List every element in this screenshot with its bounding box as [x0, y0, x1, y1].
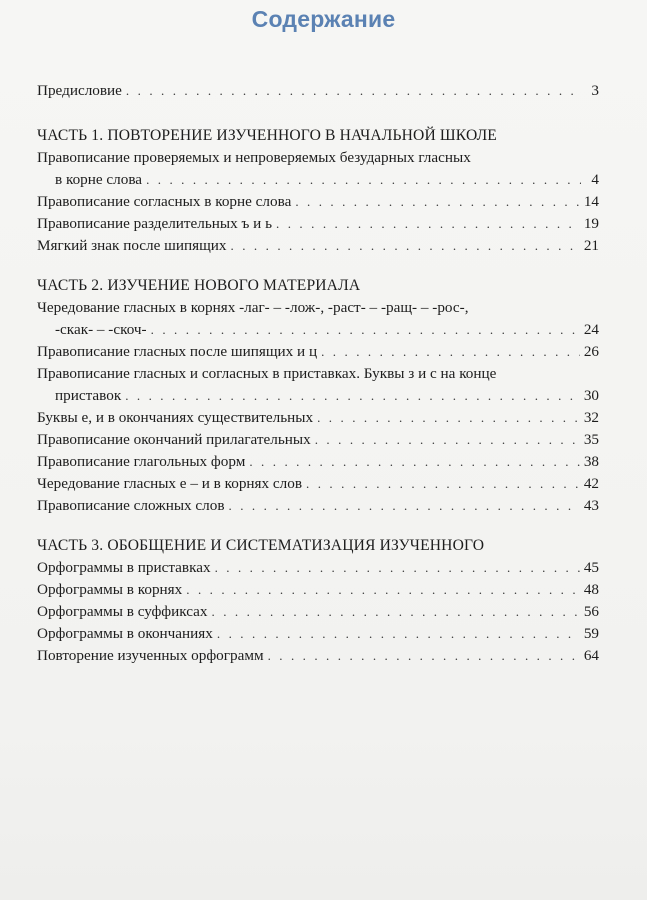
toc-entry[interactable]	[37, 429, 599, 451]
dot-leader	[306, 473, 580, 495]
toc-entry[interactable]	[37, 557, 599, 579]
toc-page-number: 26	[583, 343, 599, 360]
toc-entry[interactable]	[37, 407, 599, 429]
toc-page-number: 3	[591, 82, 599, 99]
toc-entry-label: в корне слова	[55, 171, 143, 188]
dot-leader	[317, 407, 580, 429]
toc-page-number: 48	[583, 581, 599, 598]
toc-entry-label-line1: Чередование гласных в корнях -лаг- – -лож-, -раст- – -ращ- – -рос-,	[37, 299, 469, 316]
toc-entry[interactable]	[37, 363, 599, 407]
toc-entry-label: Правописание глагольных форм	[37, 453, 246, 470]
dot-leader	[295, 191, 580, 213]
dot-leader	[315, 429, 580, 451]
toc-entry-label: Правописание разделительных ъ и ь	[37, 215, 273, 232]
dot-leader	[186, 579, 580, 601]
toc-entry[interactable]	[37, 601, 599, 623]
dot-leader	[321, 341, 580, 363]
toc-entry-label: Орфограммы в приставках	[37, 559, 211, 576]
dot-leader	[126, 80, 581, 102]
dot-leader	[125, 385, 580, 407]
dot-leader	[217, 623, 580, 645]
toc-entry[interactable]	[37, 213, 599, 235]
toc-page-number: 4	[591, 171, 599, 188]
table-of-contents	[37, 80, 599, 667]
toc-page-number: 64	[583, 647, 599, 664]
toc-page-number: 21	[583, 237, 599, 254]
toc-entry-label: Орфограммы в окончаниях	[37, 625, 213, 642]
toc-entry[interactable]	[37, 473, 599, 495]
toc-entry[interactable]	[37, 147, 599, 191]
toc-page-number: 38	[583, 453, 599, 470]
toc-entry[interactable]	[37, 297, 599, 341]
toc-entry-label: -скак- – -скоч-	[55, 321, 147, 338]
toc-entry-label: Правописание сложных слов	[37, 497, 225, 514]
toc-entry-label: Орфограммы в суффиксах	[37, 603, 208, 620]
toc-entry[interactable]	[37, 579, 599, 601]
part-heading-1: ЧАСТЬ 1. ПОВТОРЕНИЕ ИЗУЧЕННОГО В НАЧАЛЬНОЙ ШКОЛЕ	[37, 127, 497, 144]
dot-leader	[146, 169, 581, 191]
toc-page-number: 45	[583, 559, 599, 576]
toc-page-number: 24	[583, 321, 599, 338]
dot-leader	[249, 451, 579, 473]
toc-page-number: 43	[583, 497, 599, 514]
toc-entry-label: Повторение изученных орфограмм	[37, 647, 264, 664]
toc-entry-label: Мягкий знак после шипящих	[37, 237, 227, 254]
toc-entry[interactable]	[37, 341, 599, 363]
dot-leader	[215, 557, 580, 579]
toc-entry[interactable]	[37, 495, 599, 517]
toc-entry-label: приставок	[55, 387, 122, 404]
dot-leader	[231, 235, 580, 257]
toc-entry-label: Чередование гласных е – и в корнях слов	[37, 475, 303, 492]
toc-entry[interactable]	[37, 451, 599, 473]
toc-entry-label: Правописание согласных в корне слова	[37, 193, 292, 210]
toc-entry[interactable]	[37, 235, 599, 257]
page-title: Содержание	[251, 6, 396, 32]
toc-page-number: 59	[583, 625, 599, 642]
toc-entry-label: Орфограммы в корнях	[37, 581, 183, 598]
toc-page-number: 19	[583, 215, 599, 232]
toc-page-number: 14	[583, 193, 599, 210]
dot-leader	[212, 601, 580, 623]
dot-leader	[229, 495, 580, 517]
toc-entry[interactable]	[37, 191, 599, 213]
toc-page-number: 56	[583, 603, 599, 620]
toc-entry-label-line1: Правописание гласных и согласных в приставках. Буквы з и с на конце	[37, 365, 497, 382]
toc-page-number: 30	[583, 387, 599, 404]
toc-entry-label: Правописание гласных после шипящих и ц	[37, 343, 318, 360]
dot-leader	[276, 213, 580, 235]
dot-leader	[268, 645, 580, 667]
dot-leader	[151, 319, 580, 341]
toc-entry-label-line1: Правописание проверяемых и непроверяемых безударных гласных	[37, 149, 471, 166]
toc-page-number: 32	[583, 409, 599, 426]
part-heading-3: ЧАСТЬ 3. ОБОБЩЕНИЕ И СИСТЕМАТИЗАЦИЯ ИЗУЧЕННОГО	[37, 537, 485, 554]
part-heading-2: ЧАСТЬ 2. ИЗУЧЕНИЕ НОВОГО МАТЕРИАЛА	[37, 277, 361, 294]
toc-entry-label: Предисловие	[37, 82, 122, 99]
toc-page-number: 42	[583, 475, 599, 492]
toc-entry-label: Правописание окончаний прилагательных	[37, 431, 311, 448]
toc-entry-preface[interactable]	[37, 80, 599, 102]
toc-entry-label: Буквы е, и в окончаниях существительных	[37, 409, 314, 426]
toc-entry[interactable]	[37, 623, 599, 645]
toc-entry[interactable]	[37, 645, 599, 667]
toc-page-number: 35	[583, 431, 599, 448]
